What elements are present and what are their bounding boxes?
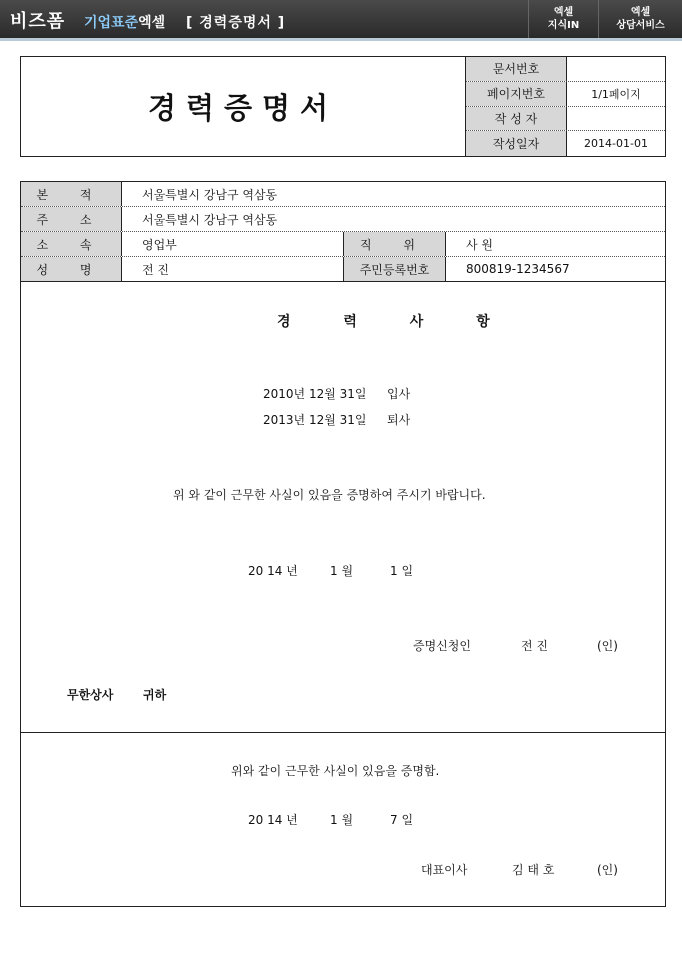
ceo-seal: (인)	[597, 863, 618, 877]
applicant-name[interactable]: 전 진	[521, 639, 548, 653]
document-title: 경력증명서	[147, 91, 339, 125]
ceo-name[interactable]: 김 태 호	[512, 863, 555, 877]
recipient[interactable]: 무한상사	[67, 688, 114, 702]
meta-row-author	[466, 107, 665, 132]
domicile-label: 본 적	[21, 182, 121, 206]
btn2-line2: 상담서비스	[616, 20, 665, 31]
certify-text: 위와 같이 근무한 사실이 있음을 증명함.	[231, 764, 440, 778]
certify-year[interactable]: 20 14 년	[248, 813, 298, 827]
applicant-seal: (인)	[597, 639, 618, 653]
applicant-label: 증명신청인	[413, 639, 471, 653]
meta-value[interactable]: 2014-01-01	[584, 137, 648, 151]
position-label: 직 위	[343, 232, 445, 256]
position-value[interactable]: 사 원	[445, 232, 665, 256]
name-value[interactable]: 전 진	[121, 257, 343, 281]
brand-prefix: 기업표준	[84, 15, 139, 31]
meta-row-page-number	[466, 82, 665, 107]
honorific: 귀하	[143, 688, 167, 702]
request-text: 위 와 같이 근무한 사실이 있음을 증명하여 주시기 바랍니다.	[173, 488, 486, 502]
name-label: 성 명	[21, 257, 121, 281]
top-bar	[0, 0, 682, 41]
btn1-line2: 지식IN	[547, 20, 580, 31]
rrn-label: 주민등록번호	[343, 257, 445, 281]
join-date[interactable]: 2010년 12월 31일	[263, 387, 367, 401]
dept-label: 소 속	[21, 232, 121, 256]
ceo-label: 대표이사	[421, 863, 468, 877]
section-divider	[21, 732, 665, 733]
leave-date[interactable]: 2013년 12월 31일	[263, 413, 367, 427]
career-heading: 경 력 사 항	[277, 314, 514, 330]
meta-row-doc-number	[466, 57, 665, 82]
brand-suffix: 엑셀	[138, 15, 166, 31]
dept-value[interactable]: 영업부	[121, 232, 343, 256]
request-year[interactable]: 20 14 년	[248, 564, 298, 578]
join-label: 입사	[387, 387, 411, 401]
request-day[interactable]: 1 일	[390, 564, 414, 578]
certify-day[interactable]: 7 일	[390, 813, 414, 827]
bizforms-logo[interactable]: 비즈폼	[10, 11, 66, 32]
meta-value[interactable]	[567, 57, 665, 81]
excel-consult-button[interactable]	[598, 0, 682, 38]
address-label: 주 소	[21, 207, 121, 231]
meta-label: 페이지번호	[466, 82, 567, 106]
row-name	[21, 257, 665, 282]
certify-month[interactable]: 1 월	[330, 813, 354, 827]
excel-knowledge-in-button[interactable]	[528, 0, 598, 38]
btn1-line1: 엑셀	[553, 7, 574, 18]
personal-info-table	[20, 181, 666, 282]
leave-label: 퇴사	[387, 413, 411, 427]
meta-value[interactable]	[567, 107, 665, 131]
header-doc-title: [ 경력증명서 ]	[186, 15, 286, 31]
address-value[interactable]: 서울특별시 강남구 역삼동	[121, 207, 665, 231]
row-domicile	[21, 182, 665, 207]
meta-label: 작성일자	[466, 131, 567, 156]
row-address	[21, 207, 665, 232]
meta-label: 문서번호	[466, 57, 567, 81]
meta-label: 작 성 자	[466, 107, 567, 131]
request-month[interactable]: 1 월	[330, 564, 354, 578]
career-section	[20, 281, 666, 907]
meta-value[interactable]: 1/1페이지	[591, 87, 641, 101]
brand-label	[84, 12, 165, 32]
meta-row-date	[466, 131, 665, 156]
domicile-value[interactable]: 서울특별시 강남구 역삼동	[121, 182, 665, 206]
btn2-line1: 엑셀	[630, 7, 651, 18]
title-block	[20, 56, 666, 157]
rrn-value[interactable]: 800819-1234567	[445, 257, 665, 281]
row-dept	[21, 232, 665, 257]
meta-table	[465, 57, 665, 156]
